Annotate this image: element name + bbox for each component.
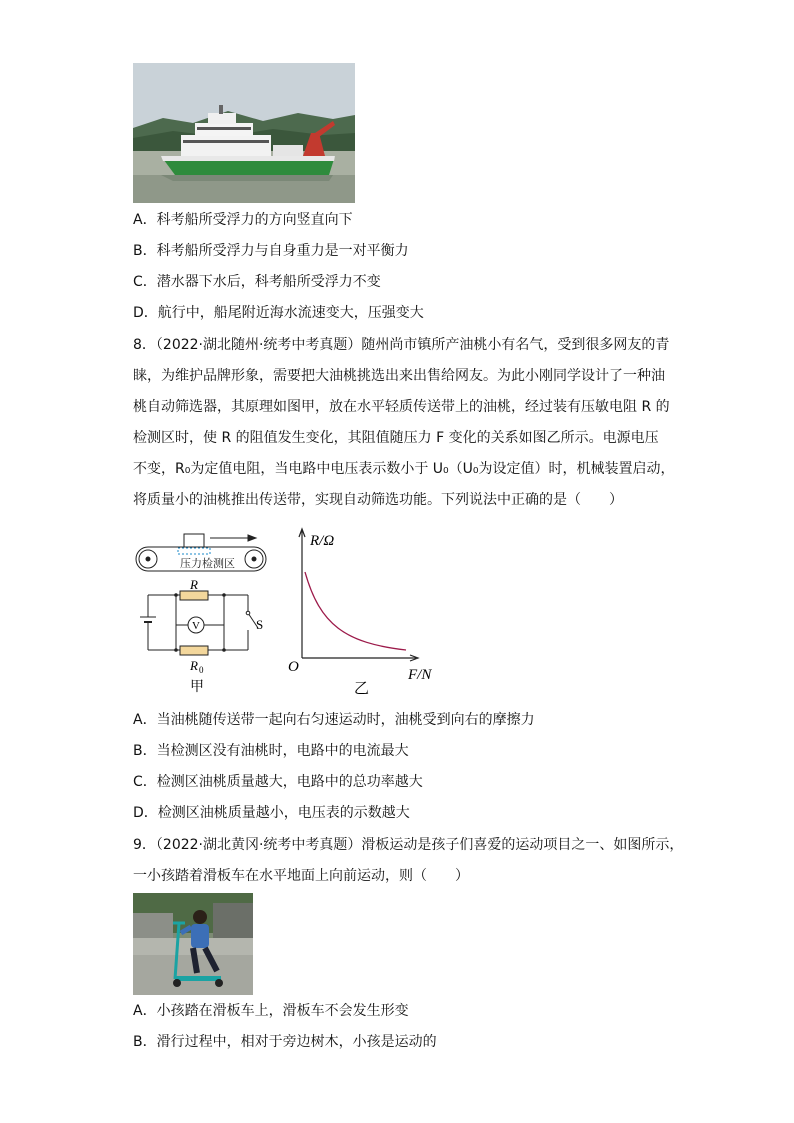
- q7-option-d: D．航行中，船尾附近海水流速变大，压强变大: [133, 305, 424, 321]
- detect-label: 压力检测区: [180, 558, 235, 570]
- r-label: R: [190, 577, 198, 592]
- origin-label: O: [288, 659, 299, 675]
- q7-option-c: C．潜水器下水后，科考船所受浮力不变: [133, 274, 381, 290]
- q8-stem-line: 将质量小的油桃推出传送带，实现自动筛选功能。下列说法中正确的是（ ）: [133, 492, 623, 508]
- y-axis-label: R/Ω: [310, 533, 335, 549]
- r-f-curve: [305, 572, 406, 650]
- q8-stem-line: 8．（2022·湖北随州·统考中考真题）随州尚市镇所产油桃小有名气，受到很多网友的青: [133, 337, 670, 353]
- figure-yi-caption: 乙: [354, 681, 370, 697]
- switch-label: S: [256, 617, 264, 632]
- q8-option-c: C．检测区油桃质量越大，电路中的总功率越大: [133, 774, 423, 790]
- q9-stem-line: 9．（2022·湖北黄冈·统考中考真题）滑板运动是孩子们喜爱的运动项目之一、如图所示，: [133, 837, 684, 853]
- q8-stem-line: 检测区时，使 R 的阻值发生变化，其阻值随压力 F 变化的关系如图乙所示。电源电压: [133, 430, 659, 446]
- q8-option-d: D．检测区油桃质量越小，电压表的示数越大: [133, 805, 410, 821]
- q8-stem-line: 睐，为维护品牌形象，需要把大油桃挑选出来出售给网友。为此小刚同学设计了一种油: [133, 368, 665, 384]
- ship-photo: [133, 63, 355, 203]
- r0-subscript: 0: [199, 665, 204, 675]
- q9-option-a: A．小孩踏在滑板车上，滑板车不会发生形变: [133, 1003, 409, 1019]
- q7-option-a: A．科考船所受浮力的方向竖直向下: [133, 212, 353, 228]
- q8-option-a: A．当油桃随传送带一起向右匀速运动时，油桃受到向右的摩擦力: [133, 712, 535, 728]
- q8-option-b: B．当检测区没有油桃时，电路中的电流最大: [133, 743, 409, 759]
- figure-jia-caption: 甲: [190, 680, 204, 695]
- q8-stem-line: 不变，R₀为定值电阻，当电路中电压表示数小于 U₀（U₀为设定值）时，机械装置启动，: [133, 461, 675, 477]
- q9-option-b: B．滑行过程中，相对于旁边树木，小孩是运动的: [133, 1034, 437, 1050]
- q7-option-b: B．科考船所受浮力与自身重力是一对平衡力: [133, 243, 409, 259]
- q8-stem-line: 桃自动筛选器，其原理如图甲，放在水平轻质传送带上的油桃，经过装有压敏电阻 R 的: [133, 399, 670, 415]
- x-axis-label: F/N: [408, 667, 432, 683]
- r0-label: R: [190, 658, 198, 673]
- scooter-kid-photo: [133, 893, 253, 995]
- q9-stem-line: 一小孩踏着滑板车在水平地面上向前运动，则（ ）: [133, 868, 469, 884]
- voltmeter-label: V: [192, 620, 200, 632]
- q8-figure: [130, 525, 450, 700]
